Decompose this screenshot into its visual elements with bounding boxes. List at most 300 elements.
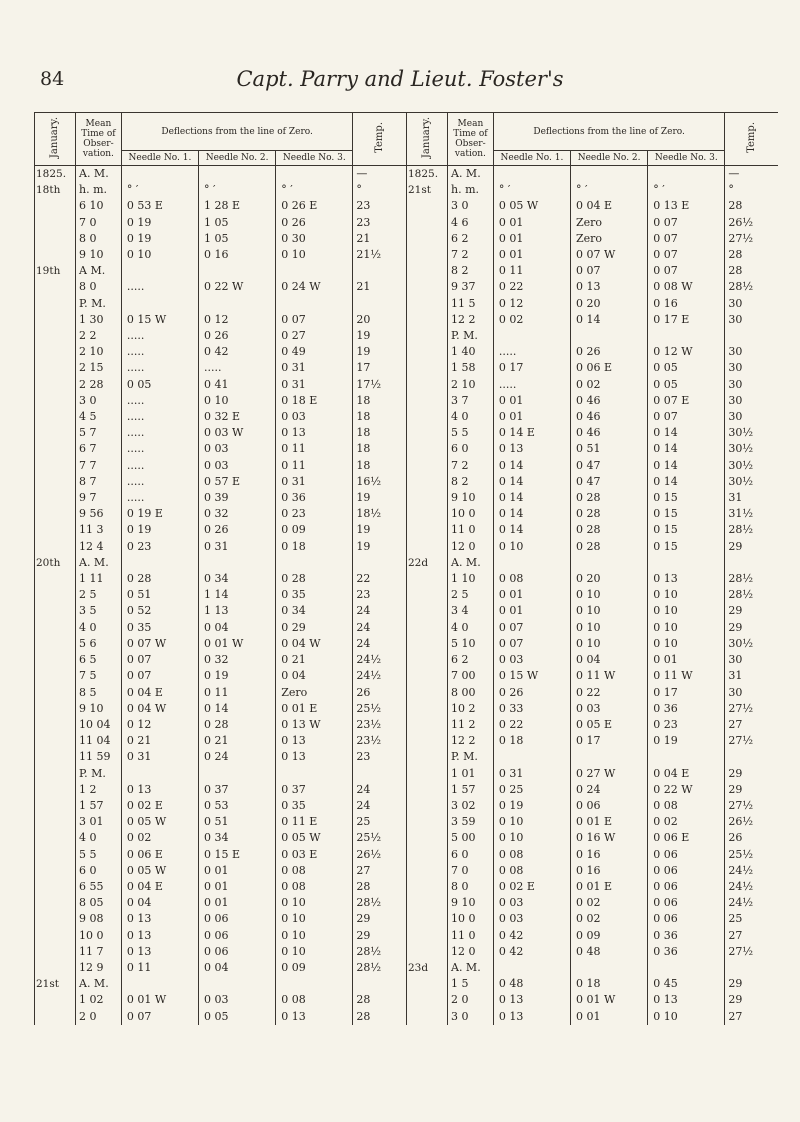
needle-3-cell: 0 07 (648, 247, 725, 263)
needle-2-cell: 1 28 E (199, 198, 276, 214)
day-cell: 1825. (407, 166, 448, 183)
day-cell (407, 328, 448, 344)
needle-2-cell: 0 37 (199, 782, 276, 798)
time-cell: 5 7 (76, 425, 122, 441)
time-cell: 3 5 (76, 603, 122, 619)
time-cell: 7 2 (448, 458, 494, 474)
temp-cell: 28½ (353, 895, 406, 911)
time-cell: 8 2 (448, 474, 494, 490)
temp-cell: 27 (725, 717, 778, 733)
table-row (407, 182, 779, 198)
day-cell (407, 636, 448, 652)
table-row (35, 636, 407, 652)
table-row (407, 603, 779, 619)
time-cell: 1 2 (76, 782, 122, 798)
needle-3-cell: 0 09 (276, 522, 353, 538)
needle-3-cell: 0 07 (648, 231, 725, 247)
time-cell: 8 2 (448, 263, 494, 279)
needle-1-cell: 0 42 (493, 928, 570, 944)
needle-3-cell: 0 13 (276, 425, 353, 441)
day-cell (407, 360, 448, 376)
day-cell (407, 279, 448, 295)
day-cell (35, 198, 76, 214)
table-row (407, 863, 779, 879)
needle-1-cell: ° ′ (121, 182, 198, 198)
temp-cell: 28 (353, 992, 406, 1008)
day-cell (407, 377, 448, 393)
needle-3-cell: 0 10 (648, 587, 725, 603)
temp-cell: — (725, 166, 778, 183)
table-row (407, 474, 779, 490)
needle-1-cell: 0 22 (493, 279, 570, 295)
day-cell (35, 717, 76, 733)
day-cell (35, 474, 76, 490)
temp-cell: 25 (353, 814, 406, 830)
temp-cell: 21 (353, 279, 406, 295)
day-cell (407, 571, 448, 587)
needle-3-cell: ° ′ (648, 182, 725, 198)
needle-1-cell: 0 26 (493, 685, 570, 701)
needle-3-cell: 0 26 (276, 215, 353, 231)
day-cell (35, 425, 76, 441)
temp-cell: 30 (725, 685, 778, 701)
table-row (35, 1009, 407, 1025)
temp-cell: 28 (725, 247, 778, 263)
needle-2-cell: 0 01 E (571, 879, 648, 895)
needle-2-cell: 0 21 (199, 733, 276, 749)
temp-cell: 26½ (353, 847, 406, 863)
needle-3-cell: 0 35 (276, 587, 353, 603)
needle-1-cell: 0 35 (121, 620, 198, 636)
needle-2-cell: 0 10 (571, 636, 648, 652)
needle-2-cell: 0 01 (571, 1009, 648, 1025)
needle-2-cell: 0 16 W (571, 830, 648, 846)
table-row (35, 522, 407, 538)
needle-1-cell: 0 01 (493, 587, 570, 603)
day-cell (407, 928, 448, 944)
needle-1-cell (121, 166, 198, 183)
table-row (407, 215, 779, 231)
day-cell (407, 652, 448, 668)
needle-2-cell: 0 16 (571, 847, 648, 863)
needle-2-cell: 0 04 (571, 652, 648, 668)
needle-1-cell: 0 14 (493, 490, 570, 506)
needle-1-cell: 0 02 E (121, 798, 198, 814)
needle-1-cell: 0 14 (493, 474, 570, 490)
needle-3-cell: 0 34 (276, 603, 353, 619)
needle-3-cell: 0 11 W (648, 668, 725, 684)
temp-cell: 19 (353, 328, 406, 344)
needle-2-cell: 0 06 E (571, 360, 648, 376)
day-cell (35, 701, 76, 717)
table-row (407, 668, 779, 684)
time-cell: 2 0 (448, 992, 494, 1008)
time-cell: 5 00 (448, 830, 494, 846)
day-cell (35, 944, 76, 960)
needle-3-cell: 0 01 (648, 652, 725, 668)
needle-3-cell (276, 296, 353, 312)
needle-2-cell: 0 17 (571, 733, 648, 749)
temp-cell: 29 (725, 992, 778, 1008)
temp-cell: 24½ (725, 863, 778, 879)
needle-2-cell: 0 01 W (571, 992, 648, 1008)
time-cell: 4 0 (76, 830, 122, 846)
needle-2-cell: 0 46 (571, 409, 648, 425)
needle-2-cell: 0 16 (199, 247, 276, 263)
needle-2-cell: 0 04 (199, 960, 276, 976)
needle-3-cell: 0 02 (648, 814, 725, 830)
time-cell: 8 00 (448, 685, 494, 701)
table-row (35, 587, 407, 603)
table-row (35, 425, 407, 441)
temp-cell: 24 (353, 798, 406, 814)
day-cell (407, 603, 448, 619)
day-cell (35, 895, 76, 911)
time-cell: 9 10 (448, 490, 494, 506)
table-row (407, 1009, 779, 1025)
needle-2-header: Needle No. 2. (199, 151, 276, 166)
day-cell (407, 1009, 448, 1025)
needle-1-cell: 0 13 (493, 1009, 570, 1025)
needle-2-cell: 0 51 (199, 814, 276, 830)
needle-1-cell: 0 08 (493, 571, 570, 587)
day-cell (407, 847, 448, 863)
needle-1-cell: 0 13 (121, 928, 198, 944)
temp-cell: 28½ (353, 960, 406, 976)
needle-3-cell: 0 04 E (648, 766, 725, 782)
temp-cell: 28 (353, 1009, 406, 1025)
time-cell: 1 30 (76, 312, 122, 328)
table-row (35, 263, 407, 279)
day-cell (35, 571, 76, 587)
needle-2-cell: 0 27 W (571, 766, 648, 782)
needle-1-cell: 0 08 (493, 863, 570, 879)
needle-1-cell: 0 17 (493, 360, 570, 376)
day-cell (35, 911, 76, 927)
time-cell: 1 57 (76, 798, 122, 814)
needle-1-cell: 0 07 (493, 620, 570, 636)
needle-1-cell: 0 02 (493, 312, 570, 328)
table-row (407, 458, 779, 474)
page-header (0, 68, 800, 98)
table-row (407, 992, 779, 1008)
table-row (35, 296, 407, 312)
needle-3-cell: 0 14 (648, 474, 725, 490)
needle-2-cell: 0 47 (571, 458, 648, 474)
mean-time-header: Mean Time of Obser- vation. (76, 113, 122, 166)
table-row (407, 344, 779, 360)
needle-3-cell: 0 07 (648, 215, 725, 231)
time-cell: 2 28 (76, 377, 122, 393)
table-row (407, 928, 779, 944)
temp-cell: 24 (353, 603, 406, 619)
day-cell (407, 458, 448, 474)
day-cell (407, 344, 448, 360)
temp-cell: 29 (725, 620, 778, 636)
day-cell (407, 474, 448, 490)
needle-1-cell: ..... (121, 328, 198, 344)
table-row (35, 182, 407, 198)
day-cell (407, 522, 448, 538)
time-cell: 1 5 (448, 976, 494, 992)
needle-1-cell: 0 31 (121, 749, 198, 765)
needle-2-cell: 0 13 (571, 279, 648, 295)
table-row (35, 603, 407, 619)
needle-2-cell (199, 555, 276, 571)
time-cell: 4 0 (448, 620, 494, 636)
needle-2-cell: 0 28 (571, 506, 648, 522)
needle-1-cell: 0 01 (493, 247, 570, 263)
day-cell: 23d (407, 960, 448, 976)
day-cell (35, 393, 76, 409)
table-row (35, 701, 407, 717)
needle-1-cell: 0 03 (493, 895, 570, 911)
needle-1-cell: 0 42 (493, 944, 570, 960)
needle-3-cell: 0 30 (276, 231, 353, 247)
day-cell (35, 652, 76, 668)
needle-1-cell: ° ′ (493, 182, 570, 198)
time-cell: 2 0 (76, 1009, 122, 1025)
needle-3-cell (276, 166, 353, 183)
running-title: Capt. Parry and Lieut. Foster's (236, 67, 564, 91)
time-cell: 9 37 (448, 279, 494, 295)
temp-cell: 20 (353, 312, 406, 328)
needle-1-cell: 0 05 (121, 377, 198, 393)
needle-3-cell: 0 15 (648, 490, 725, 506)
needle-3-cell: 0 13 (276, 733, 353, 749)
needle-2-cell: 0 22 W (199, 279, 276, 295)
january-header: January. (35, 113, 76, 166)
temp-cell: 28½ (353, 944, 406, 960)
table-row (35, 944, 407, 960)
needle-2-cell (571, 328, 648, 344)
needle-3-cell: 0 15 (648, 539, 725, 555)
day-cell (407, 798, 448, 814)
time-cell: 2 10 (448, 377, 494, 393)
needle-3-cell: 0 10 (276, 944, 353, 960)
day-cell (35, 749, 76, 765)
needle-1-cell: 0 14 E (493, 425, 570, 441)
time-cell: 8 05 (76, 895, 122, 911)
needle-2-cell: 0 16 (571, 863, 648, 879)
needle-2-cell: 0 03 (199, 441, 276, 457)
temp-header: Temp. (725, 113, 778, 166)
temp-cell: 18 (353, 393, 406, 409)
table-row (35, 215, 407, 231)
table-row (407, 409, 779, 425)
needle-3-cell: 0 05 (648, 360, 725, 376)
time-cell: 10 0 (448, 506, 494, 522)
table-row (35, 555, 407, 571)
needle-3-cell: 0 31 (276, 360, 353, 376)
time-cell: 9 10 (76, 701, 122, 717)
temp-cell: 24 (353, 636, 406, 652)
day-cell: 21st (35, 976, 76, 992)
needle-2-cell: Zero (571, 231, 648, 247)
time-cell: 6 0 (448, 847, 494, 863)
temp-cell: 27½ (725, 701, 778, 717)
temp-cell: 18 (353, 458, 406, 474)
time-cell: 3 0 (76, 393, 122, 409)
needle-2-cell: 0 03 W (199, 425, 276, 441)
needle-3-cell: 0 11 E (276, 814, 353, 830)
temp-cell: 25½ (725, 847, 778, 863)
needle-2-cell: 0 10 (199, 393, 276, 409)
temp-cell: 26½ (725, 215, 778, 231)
needle-2-cell: 0 02 (571, 895, 648, 911)
table-row (407, 425, 779, 441)
temp-cell (353, 766, 406, 782)
needle-1-cell: 0 13 (121, 944, 198, 960)
needle-2-cell: 0 14 (571, 312, 648, 328)
needle-3-cell: 0 27 (276, 328, 353, 344)
time-cell: 8 0 (76, 279, 122, 295)
right-half (406, 112, 778, 1102)
time-cell: 5 10 (448, 636, 494, 652)
needle-3-cell (648, 749, 725, 765)
needle-3-cell: 0 18 E (276, 393, 353, 409)
needle-2-cell (571, 960, 648, 976)
needle-1-cell: 0 48 (493, 976, 570, 992)
needle-2-cell: 0 19 (199, 668, 276, 684)
needle-3-cell: 0 07 (648, 409, 725, 425)
table-row (407, 749, 779, 765)
needle-3-cell: 0 08 (276, 863, 353, 879)
time-cell: 11 04 (76, 733, 122, 749)
needle-2-cell: 0 32 E (199, 409, 276, 425)
time-cell: 1 11 (76, 571, 122, 587)
needle-1-cell (121, 555, 198, 571)
day-cell (407, 911, 448, 927)
temp-cell: 24½ (725, 895, 778, 911)
needle-1-cell: 0 19 (121, 215, 198, 231)
table-row (35, 863, 407, 879)
time-cell: 12 4 (76, 539, 122, 555)
temp-cell: 23 (353, 749, 406, 765)
needle-2-cell: 0 22 (571, 685, 648, 701)
mean-time-header: Mean Time of Obser- vation. (448, 113, 494, 166)
day-cell (35, 863, 76, 879)
observation-table-left (34, 112, 406, 1025)
needle-2-cell: 0 48 (571, 944, 648, 960)
table-row (35, 992, 407, 1008)
time-cell: 12 0 (448, 539, 494, 555)
needle-2-cell: 0 39 (199, 490, 276, 506)
temp-cell (725, 555, 778, 571)
needle-1-cell: 0 01 (493, 603, 570, 619)
time-cell: 8 5 (76, 685, 122, 701)
needle-2-cell: 0 10 (571, 603, 648, 619)
day-cell (35, 279, 76, 295)
needle-2-cell: 0 24 (199, 749, 276, 765)
needle-2-cell: 0 14 (199, 701, 276, 717)
day-cell (35, 377, 76, 393)
needle-1-cell: 0 19 E (121, 506, 198, 522)
needle-2-cell: 0 11 W (571, 668, 648, 684)
needle-2-cell: 0 10 (571, 620, 648, 636)
day-cell (35, 231, 76, 247)
needle-1-cell (121, 766, 198, 782)
table-row (407, 522, 779, 538)
needle-1-cell: 0 28 (121, 571, 198, 587)
needle-3-cell: 0 08 (276, 992, 353, 1008)
needle-2-cell: 0 42 (199, 344, 276, 360)
table-row (35, 539, 407, 555)
needle-1-cell: 0 04 E (121, 685, 198, 701)
needle-1-cell: 0 01 (493, 409, 570, 425)
needle-1-cell: 0 13 (121, 911, 198, 927)
table-row (35, 441, 407, 457)
time-cell: 3 0 (448, 198, 494, 214)
needle-3-cell: 0 09 (276, 960, 353, 976)
needle-1-cell: ..... (493, 344, 570, 360)
needle-1-cell: 0 07 (121, 1009, 198, 1025)
needle-3-cell (648, 166, 725, 183)
temp-cell: 26 (725, 830, 778, 846)
table-row (407, 506, 779, 522)
time-cell: 9 7 (76, 490, 122, 506)
temp-cell: 30½ (725, 441, 778, 457)
temp-cell: — (353, 166, 406, 183)
temp-cell: 29 (353, 911, 406, 927)
needle-2-cell: 0 32 (199, 652, 276, 668)
time-cell: 6 2 (448, 652, 494, 668)
day-cell (35, 539, 76, 555)
needle-1-cell: 0 01 (493, 393, 570, 409)
day-cell (35, 668, 76, 684)
temp-cell: 24½ (725, 879, 778, 895)
time-cell: 4 0 (448, 409, 494, 425)
needle-3-cell: 0 17 E (648, 312, 725, 328)
needle-3-cell: 0 17 (648, 685, 725, 701)
table-row (35, 733, 407, 749)
table-row (35, 928, 407, 944)
temp-cell: 28 (353, 879, 406, 895)
table-row (407, 652, 779, 668)
observation-table-right (406, 112, 778, 1025)
table-row (407, 782, 779, 798)
needle-1-cell: 0 07 W (121, 636, 198, 652)
needle-1-cell: 0 19 (121, 231, 198, 247)
table-row (35, 879, 407, 895)
table-row (35, 782, 407, 798)
table-row (35, 490, 407, 506)
needle-2-cell: 0 28 (571, 539, 648, 555)
needle-2-cell: 0 01 W (199, 636, 276, 652)
needle-2-cell: ° ′ (571, 182, 648, 198)
needle-1-cell: 0 23 (121, 539, 198, 555)
day-cell (407, 539, 448, 555)
day-cell (407, 749, 448, 765)
day-cell (35, 879, 76, 895)
needle-1-cell: 0 04 E (121, 879, 198, 895)
temp-cell: 29 (725, 603, 778, 619)
needle-1-cell: ..... (493, 377, 570, 393)
needle-1-cell: ..... (121, 474, 198, 490)
table-row (35, 231, 407, 247)
table-row (407, 620, 779, 636)
needle-2-cell: 0 28 (571, 490, 648, 506)
needle-2-cell: 0 05 E (571, 717, 648, 733)
table-row (35, 685, 407, 701)
needle-2-cell: 0 47 (571, 474, 648, 490)
needle-2-cell (199, 976, 276, 992)
needle-1-cell (493, 749, 570, 765)
temp-cell: 29 (725, 782, 778, 798)
temp-cell: 31½ (725, 506, 778, 522)
needle-2-cell (571, 166, 648, 183)
needle-2-cell: 0 26 (199, 522, 276, 538)
